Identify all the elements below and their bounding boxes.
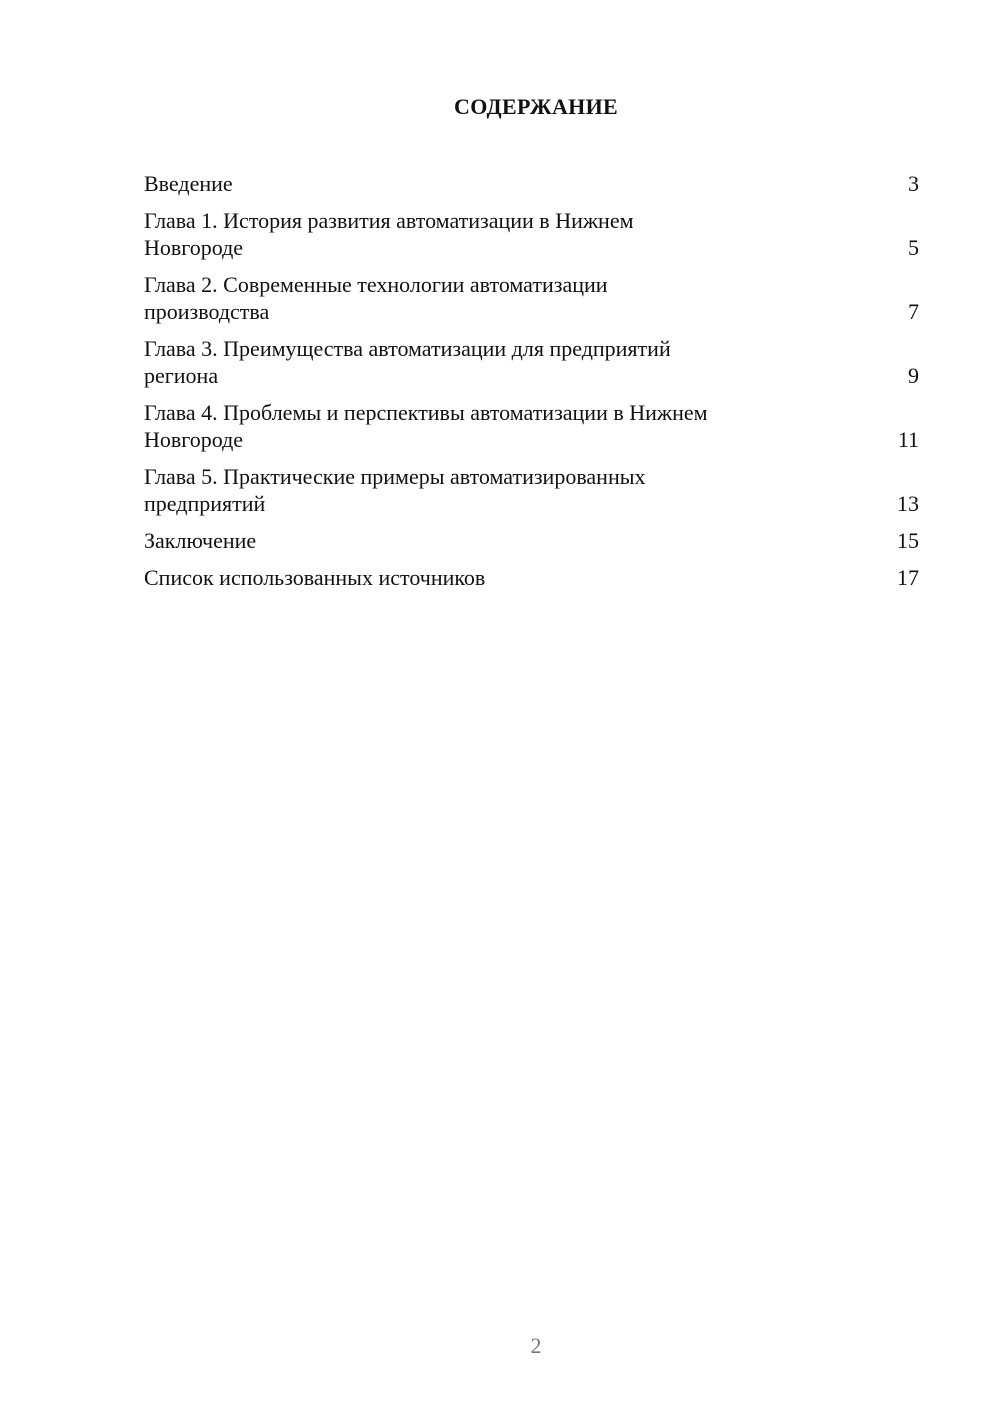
- toc-page-number: 13: [897, 491, 919, 516]
- toc-entry-references[interactable]: [144, 564, 919, 591]
- toc-entry-conclusion[interactable]: [144, 527, 919, 554]
- page-number: 2: [530, 1333, 542, 1358]
- toc-entry-title: Глава 2. Современные технологии автоматизации производства: [144, 272, 608, 324]
- toc-page-number: 7: [908, 299, 919, 324]
- toc-entry-chapter-3[interactable]: [144, 335, 919, 389]
- toc-entry-chapter-1[interactable]: [144, 207, 919, 261]
- toc-entry-title: Введение: [144, 171, 233, 196]
- toc-page-number: 3: [908, 171, 919, 196]
- toc-page-number: 11: [897, 427, 919, 452]
- toc-page-number: 9: [908, 363, 919, 388]
- toc-entry-title: Заключение: [144, 528, 257, 553]
- toc-entry-chapter-4[interactable]: [144, 399, 919, 453]
- toc-entry-chapter-2[interactable]: [144, 271, 919, 325]
- toc-page-number: 17: [897, 565, 919, 590]
- toc-entry-chapter-5[interactable]: [144, 463, 919, 517]
- toc-entry-introduction[interactable]: [144, 170, 919, 197]
- toc-entry-title: Глава 1. История развития автоматизации в Нижнем Новгороде: [144, 208, 634, 260]
- toc-entry-title: Глава 3. Преимущества автоматизации для предприятий региона: [144, 336, 671, 388]
- toc-page-number: 5: [908, 235, 919, 260]
- page-title: СОДЕРЖАНИЕ: [454, 94, 618, 119]
- toc-page-number: 15: [897, 528, 919, 553]
- toc-entry-title: Список использованных источников: [144, 565, 486, 590]
- toc-entry-title: Глава 5. Практические примеры автоматизированных предприятий: [144, 464, 646, 516]
- table-of-contents: [144, 170, 919, 601]
- toc-entry-title: Глава 4. Проблемы и перспективы автоматизации в Нижнем Новгороде: [144, 400, 708, 452]
